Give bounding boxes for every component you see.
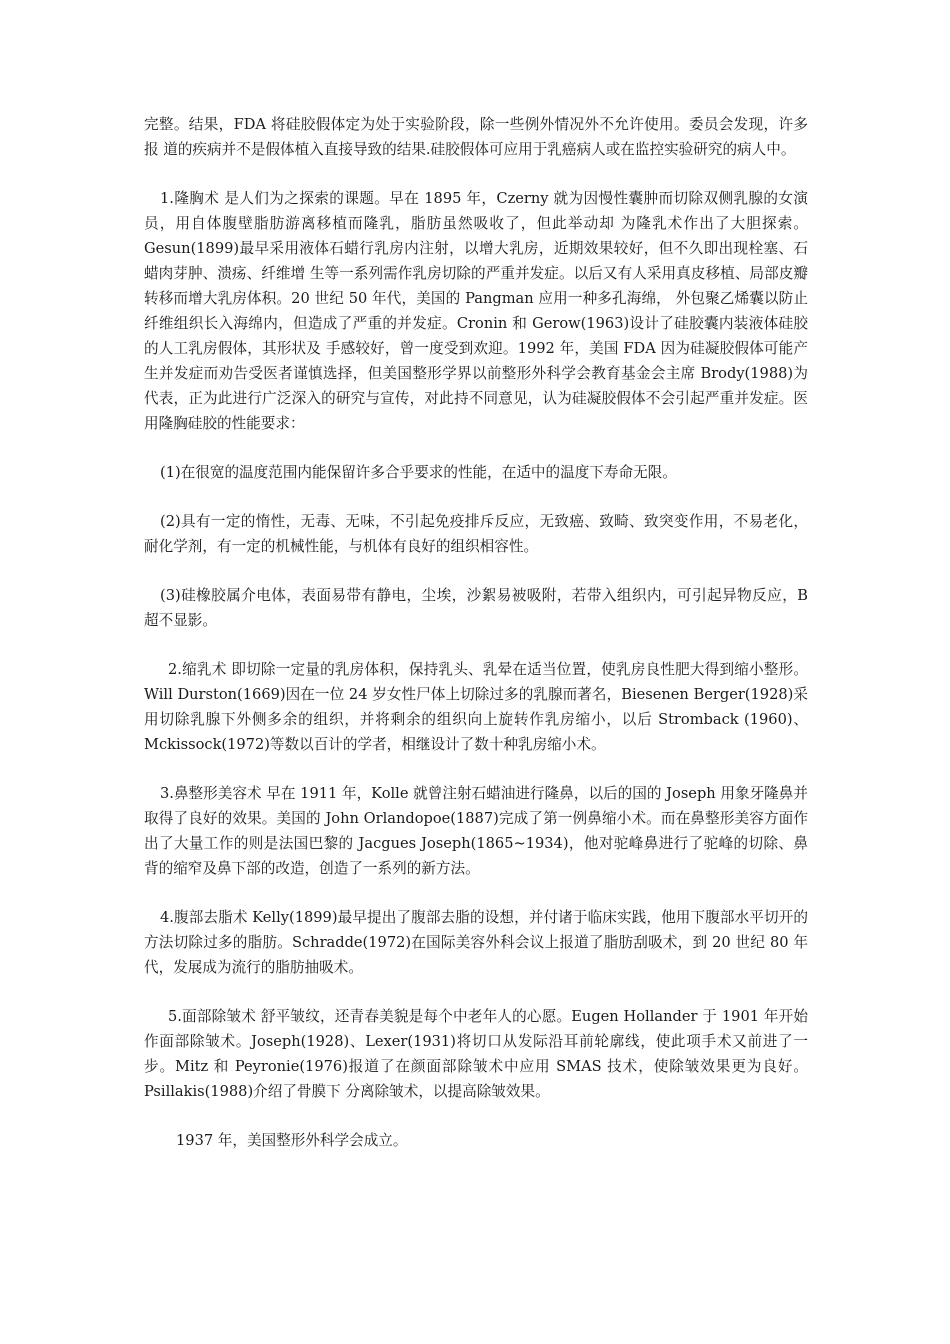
paragraph-breast-augmentation: 1.隆胸术 是人们为之探索的课题。早在 1895 年，Czerny 就为因慢性囊肿而切除双侧乳腺的女演员，用自体腹壁脂肪游离移植而隆乳，脂肪虽然吸收了，但此举动却 为隆乳术作出了大胆探索。Gesun(1899)最早采用液体石蜡行乳房内注射，以增大乳房，近期效果较好，但不久即出现栓塞、石蜡肉芽肿、溃疡、纤维增 生等一系列需作乳房切除的严重并发症。以后又有人采用真皮移植、局部皮瓣转移而增大乳房体积。20 世纪 50 年代，美国的 Pangman 应用一种多孔海绵， 外包聚乙烯囊以防止纤维组织长入海绵内，但造成了严重的并发症。Cronin 和 Gerow(1963)设计了硅胶囊内装液体硅胶的人工乳房假体，其形状及 手感较好，曾一度受到欢迎。1992 年，美国 FDA 因为硅凝胶假体可能产生并发症而劝告受医者谨慎选择，但美国整形学界以前整形外科学会教育基金会主席 Brody(1988)为代表，正为此进行广泛深入的研究与宣传，对此持不同意见，认为硅凝胶假体不会引起严重并发症。医用隆胸硅胶的性能要求： (144, 190, 808, 432)
paragraph-breast-reduction: 2.缩乳术 即切除一定量的乳房体积，保持乳头、乳晕在适当位置，使乳房良性肥大得到缩小整形。Will Durston(1669)因在一位 24 岁女性尸体上切除过多的乳腺而著名，Biesenen Berger(1928)采用切除乳腺下外侧多余的组织，并将剩余的组织向上旋转作乳房缩小，以后 Stromback (1960)、Mckissock(1972)等数以百计的学者，相继设计了数十种乳房缩小术。 (144, 661, 808, 753)
paragraph-abdominoplasty: 4.腹部去脂术 Kelly(1899)最早提出了腹部去脂的设想，并付诸于临床实践，他用下腹部水平切开的方法切除过多的脂肪。Schradde(1972)在国际美容外科会议上报道了脂肪刮吸术，到 20 世纪 80 年代，发展成为流行的脂肪抽吸术。 (144, 909, 808, 976)
paragraph-fda-conclusion: 完整。结果，FDA 将硅胶假体定为处于实验阶段，除一些例外情况外不允许使用。委员会发现，许多报 道的疾病并不是假体植入直接导致的结果.硅胶假体可应用于乳癌病人或在监控实验研究的病人中。 (144, 116, 808, 158)
paragraph-requirement-1: (1)在很宽的温度范围内能保留许多合乎要求的性能，在适中的温度下寿命无限。 (160, 464, 677, 481)
paragraph-requirement-3: (3)硅橡胶属介电体，表面易带有静电，尘埃，沙絮易被吸附，若带入组织内，可引起异物反应，B 超不显影。 (144, 587, 808, 629)
paragraph-requirement-2: (2)具有一定的惰性，无毒、无味，不引起免疫排斥反应，无致癌、致畸、致突变作用，不易老化，耐化学剂，有一定的机械性能，与机体有良好的组织相容性。 (144, 513, 808, 555)
paragraph-rhinoplasty: 3.鼻整形美容术 早在 1911 年，Kolle 就曾注射石蜡油进行隆鼻，以后的国的 Joseph 用象牙隆鼻并取得了良好的效果。美国的 John Orlandopoe(1887)完成了第一例鼻缩小术。而在鼻整形美容方面作出了大量工作的则是法国巴黎的 Jacgues Joseph(1865~1934)，他对驼峰鼻进行了驼峰的切除、鼻背的缩窄及鼻下部的改造，创造了一系列的新方法。 (144, 785, 808, 877)
document-body (144, 112, 808, 1177)
paragraph-society-founded: 1937 年，美国整形外科学会成立。 (176, 1132, 408, 1149)
paragraph-facelift: 5.面部除皱术 舒平皱纹，还青春美貌是每个中老年人的心愿。Eugen Hollander 于 1901 年开始作面部除皱术。Joseph(1928)、Lexer(1931)将切口从发际沿耳前轮廓线，使此项手术又前进了一 步。Mitz 和 Peyronie(1976)报道了在颜面部除皱术中应用 SMAS 技术，使除皱效果更为良好。Psillakis(1988)介绍了骨膜下 分离除皱术，以提高除皱效果。 (144, 1008, 808, 1100)
